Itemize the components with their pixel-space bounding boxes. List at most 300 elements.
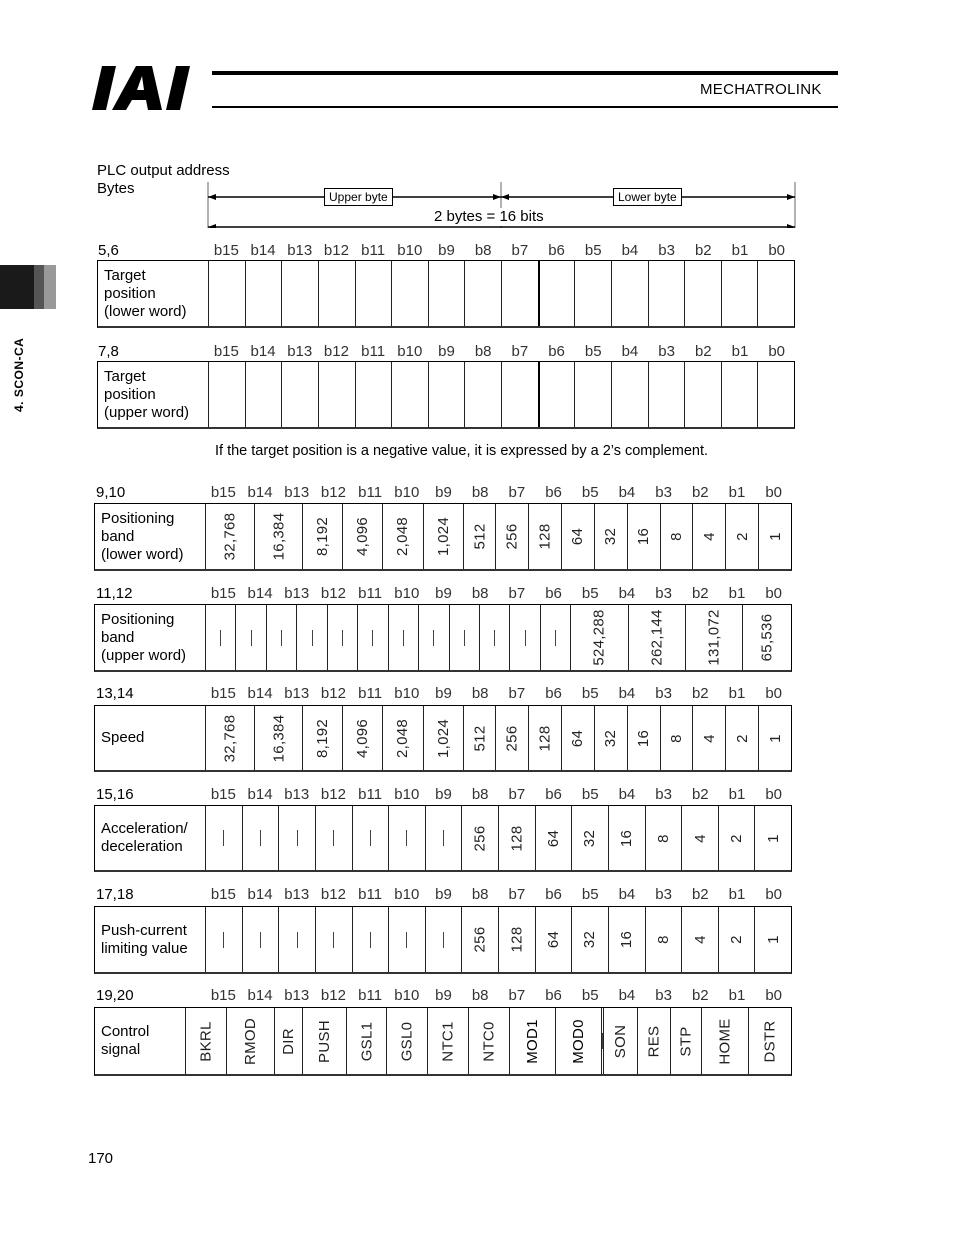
page-number: 170 [88,1150,114,1167]
bit-cell [509,605,539,670]
bit-value: MOD1 [524,1018,542,1064]
bit-label: b14 [247,484,273,501]
bit-label: b15 [210,886,236,903]
bit-value: 64 [569,729,587,747]
bit-cell [535,907,572,972]
bit-value: 16 [635,527,653,546]
bit-cell [754,806,791,870]
bit-cell [495,504,528,569]
bit-label: b11 [361,343,386,360]
reserved-dash [555,630,556,646]
reserved-dash [260,830,261,846]
bit-cell [425,806,462,870]
bit-cell [758,706,791,770]
bit-value: 16,384 [270,714,288,762]
bit-cell [685,605,742,670]
bit-cell [302,1008,346,1074]
bit-cell [498,806,535,870]
bit-cell [315,907,352,972]
bit-value: 256 [503,523,521,550]
bit-label: b0 [765,786,782,803]
bit-cell [254,706,303,770]
bit-cells [205,605,791,670]
bit-label: b12 [323,343,349,360]
bit-value: 128 [536,725,554,751]
register-address: 13,14 [96,685,134,702]
reserved-dash [342,630,343,646]
register-address: 17,18 [96,886,134,903]
bit-label: b4 [618,585,636,602]
bit-label: b13 [287,242,313,259]
bit-label: b15 [213,242,239,259]
bit-value: 512 [470,725,488,751]
bit-label: b5 [581,484,599,501]
bit-cell [670,1008,701,1074]
bit-label: b15 [210,987,236,1004]
register-name-line: deceleration [101,838,183,855]
bit-value: 2 [728,935,746,944]
register-name [95,806,205,870]
bit-label: b1 [728,585,746,602]
reserved-dash [370,932,371,948]
bit-label: b10 [394,886,420,903]
bit-label: b8 [471,886,489,903]
register-row [97,361,795,429]
bit-label: b5 [581,685,599,702]
bit-label: b15 [213,343,239,360]
bit-cell [428,261,465,326]
bit-label: b12 [320,585,346,602]
bit-label: b6 [545,886,562,903]
reserved-dash [333,830,334,846]
bit-cell [461,806,498,870]
bit-value: 8,192 [314,718,332,758]
bit-label: b5 [581,585,599,602]
reserved-dash [372,630,373,646]
bit-value: 1 [766,733,784,743]
bit-value: 1 [766,532,784,541]
bit-label: b15 [210,484,236,501]
bit-label: b3 [655,585,672,602]
bit-cell [692,504,725,569]
bit-label: b7 [508,786,526,803]
bit-cell [754,907,791,972]
bit-cell [449,605,479,670]
register-name [95,706,205,770]
bit-cell [628,605,685,670]
bit-cell [571,806,608,870]
bit-label: b13 [284,786,310,803]
bit-value: GSL0 [398,1021,416,1061]
bit-value: 8,192 [314,516,332,557]
bit-value: 1 [764,833,782,843]
bit-label: b2 [691,886,709,903]
bit-cell [648,362,685,427]
bit-cell [742,605,791,670]
bit-cell [648,261,685,326]
register-name-line: Positioning [101,610,175,628]
bit-label: b12 [323,242,349,259]
register-name-line: band [101,527,135,545]
reserved-dash [281,630,282,646]
bit-label: b10 [397,242,423,259]
bit-cells [205,907,791,972]
bit-cell [318,362,355,427]
bit-cell [425,907,462,972]
bit-label: b11 [358,484,383,501]
bit-label: b9 [435,585,452,602]
register-name-line: Target [104,367,146,385]
bit-label: b13 [284,585,310,602]
bit-value: 1,024 [434,516,452,557]
bit-cell [561,504,594,569]
bit-label: b4 [618,484,636,501]
bit-value: 8 [668,733,686,743]
bit-label: b5 [584,242,602,259]
bit-label: b13 [284,685,310,702]
reserved-dash [406,932,407,948]
bit-cell [594,504,627,569]
bit-cell [725,504,758,569]
bit-cell [611,261,648,326]
bit-value: 32 [602,729,620,747]
bit-value: 32 [602,527,620,546]
register-row [94,805,792,872]
bit-cell [274,1008,302,1074]
reserved-dash [223,932,224,948]
register-name-line: Control signal [101,1023,150,1058]
reserved-dash [464,630,465,646]
bit-cell [281,261,318,326]
bit-value: 32 [581,829,599,847]
bit-cell [684,362,721,427]
register-row [97,260,795,328]
bit-cell [571,907,608,972]
bit-value: 8 [654,833,672,843]
register-row [94,503,792,571]
bit-cell [538,362,575,427]
register-name-line: Acceleration/ [101,820,188,837]
bit-label: b3 [655,987,672,1004]
bit-cell [296,605,326,670]
bit-cell [355,261,392,326]
bit-label: b9 [435,786,452,803]
bit-cell [684,261,721,326]
bit-label: b8 [471,786,489,803]
bit-value: 1 [764,935,782,944]
bit-cell [388,907,425,972]
bit-value: 2,048 [394,718,412,758]
bit-label: b12 [320,484,346,501]
bit-label: b1 [728,987,746,1004]
bit-cell [528,706,561,770]
bit-value: 256 [471,926,489,953]
bit-label: b6 [548,242,565,259]
bit-label: b4 [621,343,639,360]
bit-cell [357,605,387,670]
bit-cell [718,806,755,870]
bit-label: b5 [581,786,599,803]
bit-label: b4 [618,685,636,702]
bit-label: b8 [471,685,489,702]
bit-cell [721,261,758,326]
reserved-dash [494,630,495,646]
bit-value: 256 [471,825,489,851]
bit-cell [645,806,682,870]
reserved-dash [370,830,371,846]
bit-label: b8 [471,987,489,1004]
bit-cell [681,907,718,972]
register-row [94,906,792,974]
bit-label: b11 [358,786,383,803]
bit-label: b10 [394,987,420,1004]
bit-label: b7 [508,484,526,501]
bit-cell [352,806,389,870]
bit-cell [318,261,355,326]
bit-cell [681,806,718,870]
bit-label: b6 [545,484,562,501]
bit-cells [205,504,791,569]
bit-label: b4 [621,242,639,259]
bit-cell [386,1008,427,1074]
bit-label: b3 [655,886,672,903]
bit-label: b8 [474,242,492,259]
reserved-dash [525,630,526,646]
bit-label: b10 [394,585,420,602]
bit-cell [185,1008,226,1074]
bit-cell [278,806,315,870]
reserved-dash [403,630,404,646]
bit-label: b6 [545,685,562,702]
bit-label: b8 [474,343,492,360]
bit-cell [748,1008,791,1074]
register-name-line: Positioning [101,509,175,527]
bit-value: 4,096 [354,516,372,557]
bit-label: b13 [284,987,310,1004]
bit-cell [692,706,725,770]
bit-label: b14 [247,585,273,602]
bit-cell [355,362,392,427]
bit-cell [418,605,448,670]
bit-cell [208,362,245,427]
bit-cell [278,907,315,972]
bit-value: GSL1 [357,1021,375,1061]
bit-label: b7 [508,685,526,702]
bit-cell [423,504,463,569]
bit-cell [254,504,303,569]
bit-cell [701,1008,748,1074]
bit-cell [382,504,422,569]
bit-label: b11 [358,886,383,903]
bit-cell [718,907,755,972]
register-name-line: Speed [101,729,145,746]
bit-value: 8 [654,935,672,944]
bit-label: b4 [618,786,636,803]
bit-label: b9 [435,886,452,903]
side-tab-block-light [44,265,56,309]
bit-cell [540,605,570,670]
bit-label: b2 [691,987,709,1004]
bit-cell [495,706,528,770]
bit-label: b5 [584,343,602,360]
register-name-line: position [104,284,156,302]
reserved-dash [251,630,252,646]
register-name-line: (lower word) [104,302,187,320]
bit-cell [758,504,791,569]
bit-cell [342,706,382,770]
bit-value: 128 [536,523,554,550]
register-address: 5,6 [98,242,119,259]
bit-cell [315,806,352,870]
bit-label: b7 [511,343,529,360]
bit-label: b5 [581,987,599,1004]
negative-value-note: If the target position is a negative value, it is expressed by a 2’s complement. [215,443,708,459]
bit-label: b0 [768,343,785,360]
bit-label: b1 [731,343,749,360]
bit-cell [603,1008,637,1074]
bit-label: b3 [655,685,672,702]
bit-value: 4 [691,935,709,944]
bit-cell [561,706,594,770]
bit-value: 64 [544,829,562,847]
bit-label: b11 [358,685,383,702]
bit-label: b12 [320,886,346,903]
bit-label: b8 [471,585,489,602]
register-name-line: position [104,385,156,403]
register-name-line: (upper word) [101,646,187,664]
bit-cell [608,907,645,972]
bit-cell [205,706,254,770]
bit-value: 128 [508,825,526,851]
reserved-dash [223,830,224,846]
side-tab-label: 4. SCON-CA [12,337,26,412]
bit-label: b14 [247,786,273,803]
doc-title: MECHATROLINK [700,81,822,98]
bit-label: b14 [247,685,273,702]
bit-cell [468,1008,509,1074]
bit-cell [423,706,463,770]
reserved-dash [297,830,298,846]
bit-value: 8 [668,532,686,541]
bit-cell [463,504,496,569]
register-name [95,504,205,569]
bit-label: b0 [765,585,782,602]
two-bytes-label: 2 bytes = 16 bits [434,208,544,225]
bit-cell [352,907,389,972]
bit-cell [535,806,572,870]
register-name [95,1008,185,1074]
bit-cell [205,504,254,569]
bit-label: b0 [765,987,782,1004]
bit-cell [235,605,265,670]
bit-label: b15 [210,786,236,803]
bit-value: 32,768 [221,512,239,561]
bit-label: b9 [438,242,455,259]
bit-value: NTC1 [439,1020,457,1062]
bit-cell [627,706,660,770]
bit-value: 524,288 [590,609,608,666]
bit-cell [242,907,279,972]
header-rule-bottom [212,106,838,108]
bit-value: RMOD [241,1017,259,1065]
bit-value: 131,072 [705,609,723,666]
register-name-line: Push-current [101,921,187,939]
bit-value: 128 [508,926,526,953]
bit-label: b2 [694,242,712,259]
bit-value: 1,024 [434,718,452,758]
reserved-dash [433,630,434,646]
bit-cell [327,605,357,670]
register-name-line: Target [104,266,146,284]
bit-label: b6 [548,343,565,360]
reserved-dash [333,932,334,948]
bit-label: b5 [581,886,599,903]
bit-label: b9 [435,987,452,1004]
bit-cell [757,362,794,427]
bit-label: b12 [320,685,346,702]
bit-cells [205,706,791,770]
bit-label: b3 [655,484,672,501]
bit-value: 4 [700,532,718,541]
bit-value: DIR [279,1027,297,1055]
bit-label: b14 [250,343,276,360]
bit-label: b14 [247,886,273,903]
bit-cell [627,504,660,569]
reserved-dash [260,932,261,948]
bit-cell [645,907,682,972]
upper-byte-label: Upper byte [324,188,393,206]
reserved-dash [220,630,221,646]
bit-cell [660,706,693,770]
bit-label: b3 [658,242,675,259]
bit-label: b4 [618,987,636,1004]
bit-label: b9 [435,685,452,702]
bit-cell [721,362,758,427]
bit-label: b2 [691,585,709,602]
bit-cell [245,261,282,326]
reserved-dash [443,932,444,948]
bit-label: b9 [438,343,455,360]
register-address: 11,12 [96,585,133,602]
bit-label: b0 [765,484,782,501]
register-address: 15,16 [96,786,134,803]
reserved-dash [312,630,313,646]
bit-cell [391,261,428,326]
bit-value: 32,768 [221,714,239,762]
bit-label: b11 [358,987,383,1004]
bit-cell [509,1008,555,1074]
bit-label: b11 [358,585,383,602]
bit-value: RES [645,1025,663,1057]
bit-cell [538,261,575,326]
bit-label: b12 [320,987,346,1004]
bit-label: b0 [765,886,782,903]
register-name-line: (upper word) [104,403,190,421]
bit-value: BKRL [197,1020,215,1062]
bit-label: b14 [250,242,276,259]
bit-cell [302,706,342,770]
lower-byte-label: Lower byte [613,188,682,206]
bit-label: b2 [691,484,709,501]
register-name [98,362,208,427]
bit-cell [205,806,242,870]
bit-value: 16,384 [270,512,288,561]
reserved-dash [443,830,444,846]
bit-cell [245,362,282,427]
bit-value: 16 [618,829,636,847]
bytes-label: Bytes [97,180,135,197]
bit-label: b1 [728,786,746,803]
